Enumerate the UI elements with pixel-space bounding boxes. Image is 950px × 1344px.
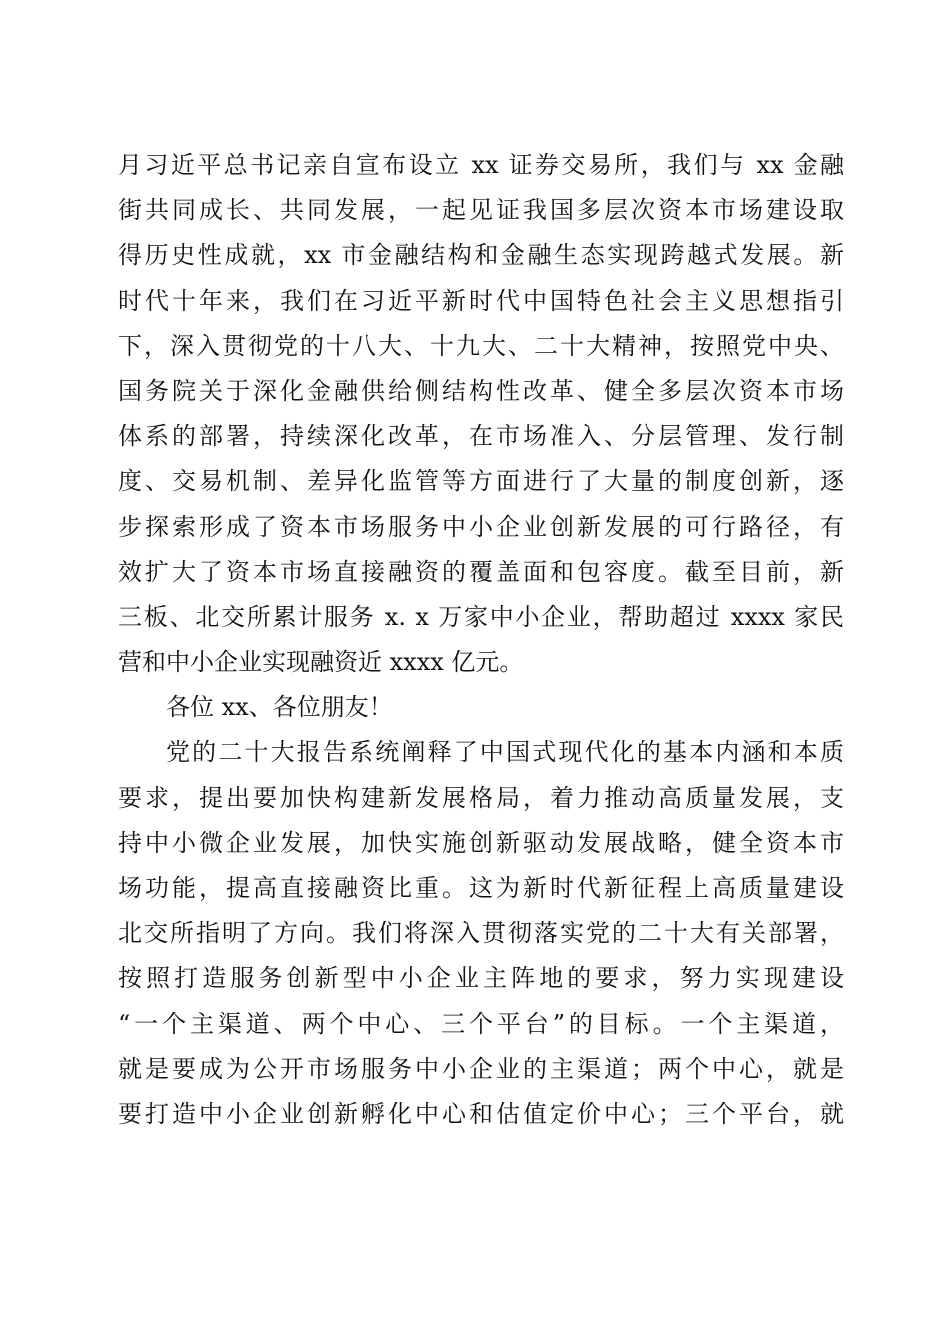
text-line: “一个主渠道、两个中心、三个平台”的目标。一个主渠道， <box>118 1009 844 1038</box>
text-line: 下，深入贯彻党的十八大、十九大、二十大精神，按照党中央、 <box>118 331 844 360</box>
text-line: 得历史性成就，xx 市金融结构和金融生态实现跨越式发展。新 <box>118 241 844 270</box>
salutation: 各位 xx、各位朋友！ <box>166 693 393 722</box>
text-line: 街共同成长、共同发展，一起见证我国多层次资本市场建设取 <box>118 196 844 225</box>
text-line: 要打造中小企业创新孵化中心和估值定价中心；三个平台，就 <box>118 1099 844 1128</box>
text-line: 营和中小企业实现融资近 xxxx 亿元。 <box>118 648 524 677</box>
text-line: 效扩大了资本市场直接融资的覆盖面和包容度。截至目前，新 <box>118 557 844 586</box>
text-line: 党的二十大报告系统阐释了中国式现代化的基本内涵和本质 <box>166 738 844 767</box>
text-line: 按照打造服务创新型中小企业主阵地的要求，努力实现建设 <box>118 964 844 993</box>
text-line: 度、交易机制、差异化监管等方面进行了大量的制度创新，逐 <box>118 467 844 496</box>
paragraph-1 <box>118 143 844 685</box>
paragraph-2 <box>118 730 844 1137</box>
text-line: 北交所指明了方向。我们将深入贯彻落实党的二十大有关部署， <box>118 919 844 948</box>
document-body <box>118 143 844 1137</box>
text-line: 时代十年来，我们在习近平新时代中国特色社会主义思想指引 <box>118 286 844 315</box>
text-line: 场功能，提高直接融资比重。这为新时代新征程上高质量建设 <box>118 874 844 902</box>
text-line: 体系的部署，持续深化改革，在市场准入、分层管理、发行制 <box>118 422 844 451</box>
text-line: 月习近平总书记亲自宣布设立 xx 证券交易所，我们与 xx 金融 <box>118 151 844 179</box>
text-line: 三板、北交所累计服务 x. x 万家中小企业，帮助超过 xxxx 家民 <box>118 602 844 631</box>
text-line: 就是要成为公开市场服务中小企业的主渠道；两个中心，就是 <box>118 1054 844 1083</box>
text-line: 国务院关于深化金融供给侧结构性改革、健全多层次资本市场 <box>118 376 844 405</box>
text-line: 要求，提出要加快构建新发展格局，着力推动高质量发展，支 <box>118 783 844 812</box>
text-line: 持中小微企业发展，加快实施创新驱动发展战略，健全资本市 <box>118 828 844 857</box>
text-line: 步探索形成了资本市场服务中小企业创新发展的可行路径，有 <box>118 512 844 541</box>
